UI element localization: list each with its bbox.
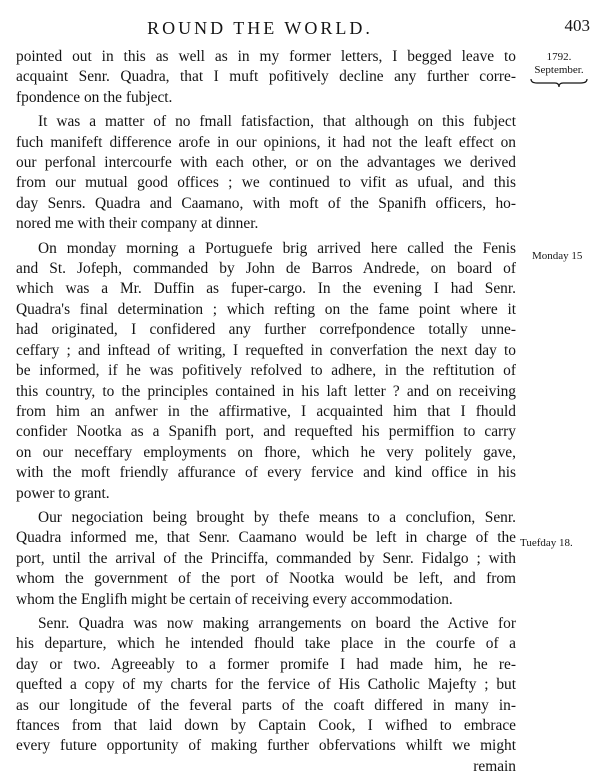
text-line: this country, to the principles contained in his laft letter ? and on receiving [16,382,516,400]
text-line: ftances from that laid down by Captain Cook, I wifhed to embrace [16,717,516,734]
text-line: power to grant. [16,484,110,502]
margin-note-monday: Monday 15 [532,250,583,262]
margin-note-month: September. [534,64,584,76]
paragraph [16,614,516,757]
text-line: with the moft friendly affurance of every fervice and kind office in his [16,464,516,482]
text-line: our perfonal intercourfe with each other, or on the advantages we derived [16,154,516,172]
text-line: day Senrs. Quadra and Caamano, with moft of the Spanifh officers, ho- [16,194,516,212]
text-line: Senr. Quadra was now making arrangements on board the Active for [38,614,516,632]
curly-brace-icon [530,78,588,88]
text-line: quefted a copy of my charts for the fervice of His Catholic Majefty ; but [16,676,516,694]
body-text [16,47,516,777]
text-line: and St. Jofeph, commanded by John de Barros Andrede, on board of [16,260,516,278]
text-line: pointed out in this as well as in my former letters, I begged leave to [16,48,516,65]
text-line: Quadra's final determination ; which refting on the fame point where it [16,300,516,318]
text-line: Quadra informed me, that Senr. Caamano would be left in charge of the [16,529,516,547]
catchword: remain [473,757,516,775]
paragraph [16,112,516,234]
page-number: 403 [564,16,590,35]
text-line: On monday morning a Portuguefe brig arrived here called the Fenis [38,239,516,257]
text-line: from him an anfwer in the affirmative, I acquainted him that I fhould [16,402,516,420]
paragraph [16,239,516,504]
text-line: whom the Englifh might be certain of receiving every accommodation. [16,590,453,608]
text-line: every future opportunity of making further obfervations whilft we might [16,737,516,755]
text-line: It was a matter of no fmall fatisfaction, that although on this fubject [38,113,516,131]
text-line: Our negociation being brought by thefe means to a conclufion, Senr. [38,508,516,526]
margin-note-year: 1792. [546,51,572,63]
margin-note-date [528,51,590,88]
text-line: nored me with their company at dinner. [16,215,259,233]
text-line: port, until the arrival of the Princiffa, commanded by Senr. Fidalgo ; with [16,549,516,567]
text-line: ceffary ; and inftead of writing, I requefted in converfation the next day to [16,341,516,359]
text-line: fuch manifeft difference arofe in our opinions, it had not the leaft effect on [16,133,516,151]
text-line: from our mutual good offices ; we continued to vifit as ufual, and this [16,174,516,192]
text-line: as our longitude of the feveral parts of the coaft differed in many in- [16,696,516,714]
text-line: had originated, I confidered any further correfpondence totally unne- [16,321,516,339]
paragraph [16,47,516,108]
text-line: his departure, which he intended fhould take place in the courfe of a [16,635,516,653]
text-line: day or two. Agreeably to a former promife I had made him, he re- [16,655,516,673]
page-title: ROUND THE WORLD. [147,18,373,38]
paragraph [16,508,516,610]
text-line: which was a Mr. Duffin as fuper-cargo. In the evening I had Senr. [16,280,516,298]
text-line: confider Nootka as a Spanifh port, and requefted his permiffion to carry [16,423,516,441]
text-line: be informed, if he was pofitively refolved to adhere, in the reftitution of [16,362,516,380]
text-line: fpondence on the fubject. [16,88,173,106]
text-line: acquaint Senr. Quadra, that I muft pofitively decline any further corre- [16,68,516,86]
margin-note-tuesday: Tuefday 18. [520,537,573,549]
text-line: on our neceffary employments on fhore, which he very politely gave, [16,443,516,461]
text-line: whom the government of the port of Nootka would be left, and from [16,570,516,588]
